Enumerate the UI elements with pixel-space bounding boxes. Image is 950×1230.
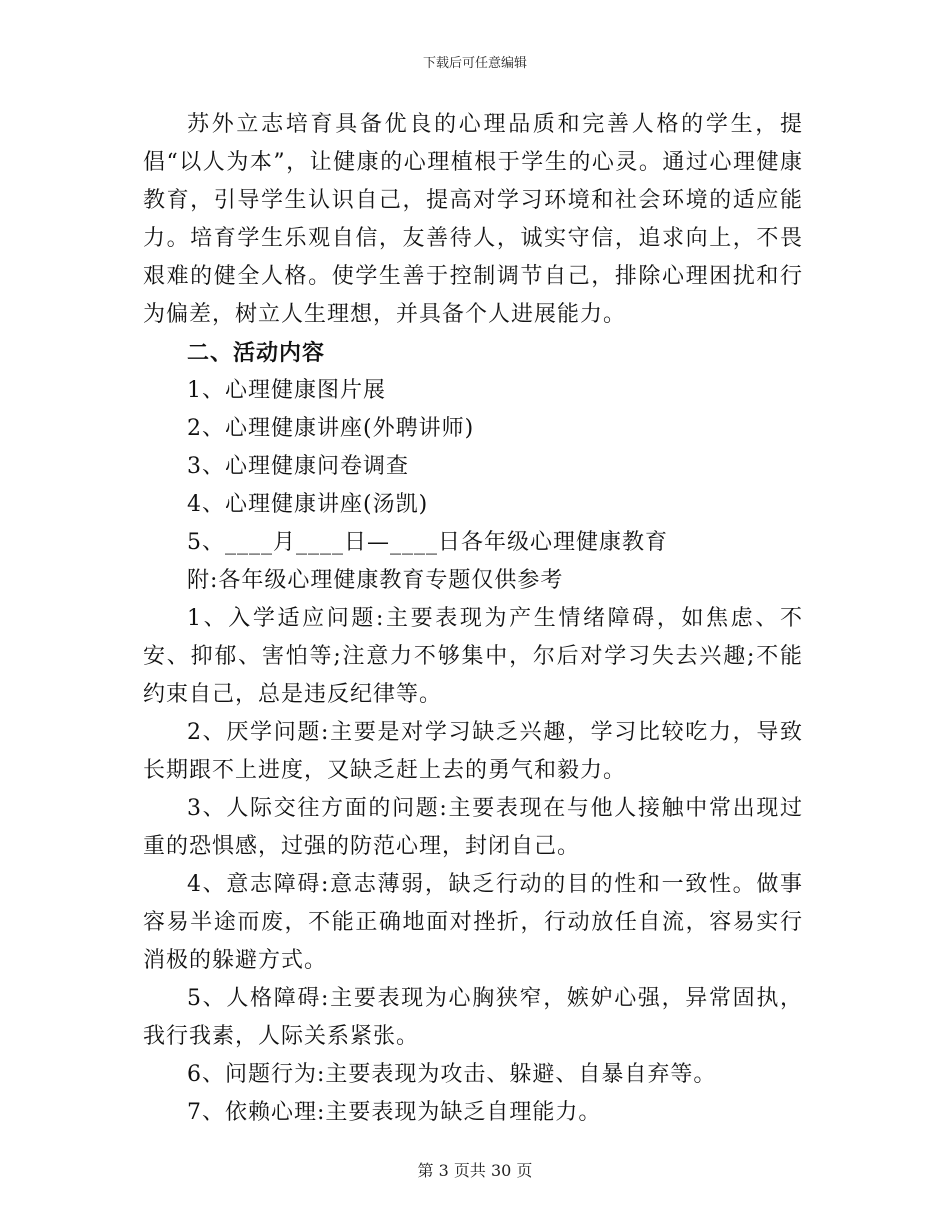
document-body [143, 106, 803, 1132]
section-heading-activities: 二、活动内容 [187, 340, 326, 366]
activity-item-1: 1、心理健康图片展 [187, 378, 386, 403]
topic-item-5: 5、人格障碍:主要表现为心胸狭窄，嫉妒心强，异常固执，我行我素，人际关系紧张。 [143, 986, 803, 1049]
topic-item-6: 6、问题行为:主要表现为攻击、躲避、自暴自弃等。 [187, 1062, 717, 1087]
appendix-note: 附:各年级心理健康教育专题仅供参考 [187, 568, 564, 593]
topic-item-1: 1、入学适应问题:主要表现为产生情绪障碍，如焦虑、不安、抑郁、害怕等;注意力不够集中，尔后对学习失去兴趣;不能约束自己，总是违反纪律等。 [143, 606, 803, 707]
activity-item-4: 4、心理健康讲座(汤凯) [187, 492, 429, 517]
activity-item-2: 2、心理健康讲座(外聘讲师) [187, 416, 475, 441]
page-footer: 第 3 页共 30 页 [417, 1161, 533, 1180]
activity-item-5: 5、____月____日—____日各年级心理健康教育 [187, 530, 668, 555]
topic-item-3: 3、人际交往方面的问题:主要表现在与他人接触中常出现过重的恐惧感，过强的防范心理，封闭自己。 [143, 796, 803, 859]
activity-item-3: 3、心理健康问卷调查 [187, 454, 409, 479]
topic-item-4: 4、意志障碍:意志薄弱，缺乏行动的目的性和一致性。做事容易半途而废，不能正确地面对挫折，行动放任自流，容易实行消极的躲避方式。 [143, 872, 803, 973]
page-header: 下载后可任意编辑 [422, 56, 527, 71]
topic-item-7: 7、依赖心理:主要表现为缺乏自理能力。 [187, 1100, 602, 1125]
topic-item-2: 2、厌学问题:主要是对学习缺乏兴趣，学习比较吃力，导致长期跟不上进度，又缺乏赶上去的勇气和毅力。 [143, 720, 803, 783]
intro-paragraph: 苏外立志培育具备优良的心理品质和完善人格的学生，提倡“以人为本”，让健康的心理植根于学生的心灵。通过心理健康教育，引导学生认识自己，提高对学习环境和社会环境的适应能力。培育学生乐观自信，友善待人，诚实守信，追求向上，不畏艰难的健全人格。使学生善于控制调节自己，排除心理困扰和行为偏差，树立人生理想，并具备个人进展能力。 [143, 112, 803, 327]
